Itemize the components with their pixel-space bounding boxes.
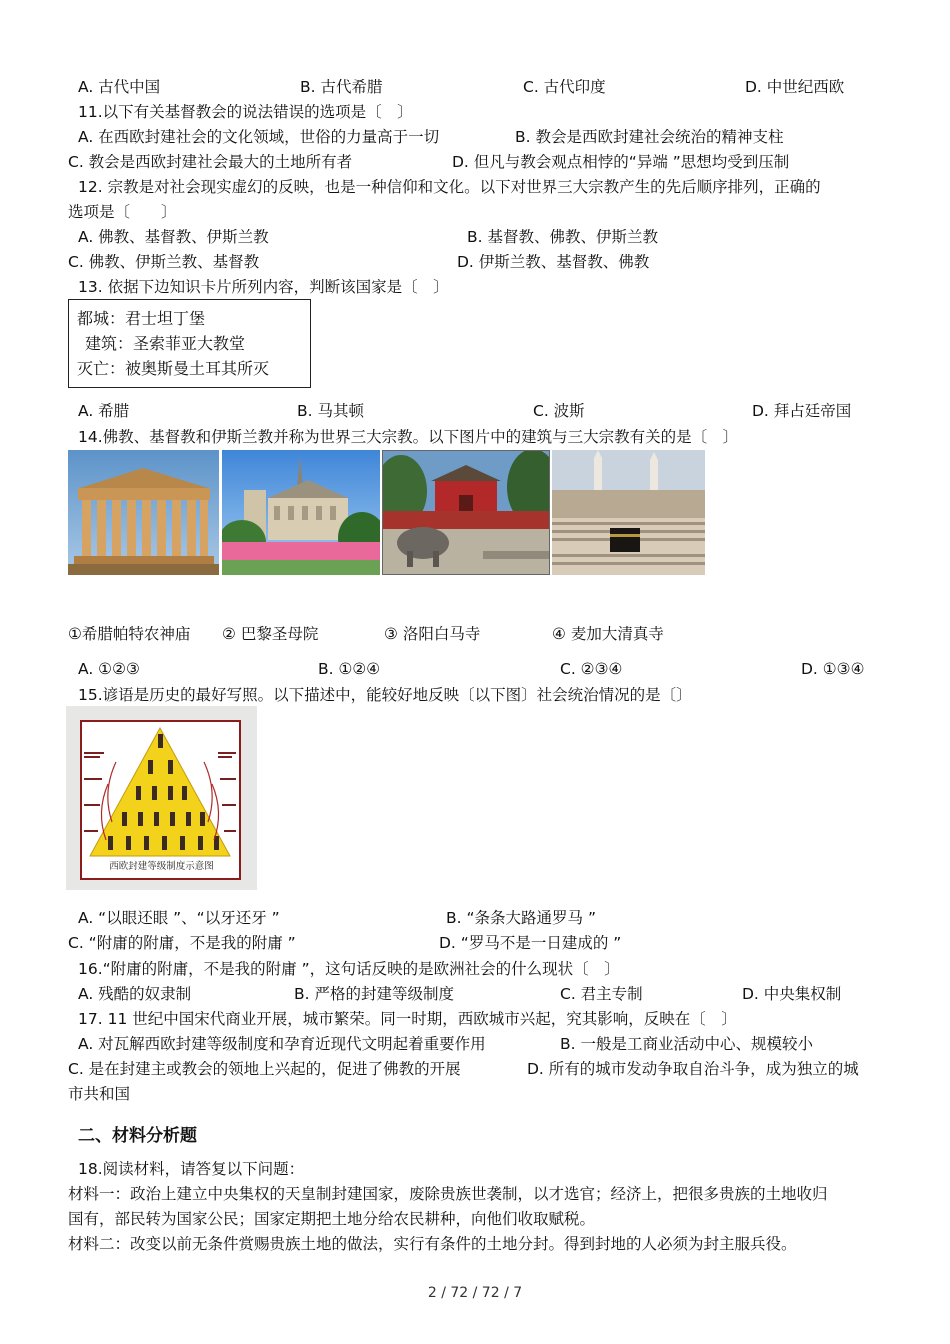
card-line-building: 建筑：圣索菲亚大教堂 — [85, 334, 246, 353]
q12-option-c: C. 佛教、伊斯兰教、基督教 — [68, 253, 260, 271]
q10-option-c: C. 古代印度 — [523, 78, 606, 96]
q11-stem: 11.以下有关基督教会的说法错误的选项是〔 〕 — [78, 103, 413, 121]
q14-option-b: B. ①②④ — [318, 660, 381, 678]
q17-stem: 17. 11 世纪中国宋代商业开展，城市繁荣。同一时期，西欧城市兴起，究其影响，反映在〔 〕 — [78, 1010, 737, 1028]
page-number: 2 / 72 / 72 / 7 — [427, 1285, 523, 1301]
section-heading: 二、材料分析题 — [78, 1126, 197, 1146]
q17-option-b: B. 一般是工商业活动中心、规模较小 — [560, 1035, 813, 1053]
q12-stem-cont: 选项是〔 〕 — [68, 203, 177, 221]
q17-option-d-cont: 市共和国 — [68, 1085, 131, 1103]
q16-option-d: D. 中央集权制 — [742, 985, 842, 1003]
q13-stem: 13. 依据下边知识卡片所列内容，判断该国家是〔 〕 — [78, 278, 449, 296]
card-line-capital: 都城：君士坦丁堡 — [77, 309, 206, 328]
caption-parthenon: ①希腊帕特农神庙 — [68, 625, 191, 643]
q17-option-c: C. 是在封建主或教会的领地上兴起的，促进了佛教的开展 — [68, 1060, 461, 1078]
notre-dame-photo — [222, 450, 380, 575]
q11-option-c: C. 教会是西欧封建社会最大的土地所有者 — [68, 153, 353, 171]
q12-option-a: A. 佛教、基督教、伊斯兰教 — [78, 228, 269, 246]
q16-option-a: A. 残酷的奴隶制 — [78, 985, 192, 1003]
q12-option-d: D. 伊斯兰教、基督教、佛教 — [457, 253, 650, 271]
q13-option-b: B. 马其顿 — [297, 402, 364, 420]
q18-stem: 18.阅读材料，请答复以下问题： — [78, 1160, 305, 1178]
q15-option-a: A. “以眼还眼 ”、“以牙还牙 ” — [78, 909, 280, 927]
q15-option-b: B. “条条大路通罗马 ” — [446, 909, 596, 927]
knowledge-card — [68, 299, 311, 388]
q13-option-c: C. 波斯 — [533, 402, 585, 420]
q10-option-a: A. 古代中国 — [78, 78, 161, 96]
q11-option-a: A. 在西欧封建社会的文化领域，世俗的力量高于一切 — [78, 128, 440, 146]
q14-option-a: A. ①②③ — [78, 660, 140, 678]
white-horse-temple-photo — [382, 450, 550, 575]
diagram-caption: 西欧封建等级制度示意图 — [109, 861, 214, 872]
card-line-fall: 灭亡：被奥斯曼土耳其所灭 — [77, 359, 270, 378]
q16-stem: 16.“附庸的附庸，不是我的附庸 ”，这句话反映的是欧洲社会的什么现状〔 〕 — [78, 960, 620, 978]
q13-option-a: A. 希腊 — [78, 402, 130, 420]
mecca-mosque-photo — [552, 450, 705, 575]
material-two: 材料二：改变以前无条件赏赐贵族土地的做法，实行有条件的土地分封。得到封地的人必须为封主服兵役。 — [68, 1235, 797, 1253]
q11-option-b: B. 教会是西欧封建社会统治的精神支柱 — [515, 128, 784, 146]
q14-stem: 14.佛教、基督教和伊斯兰教并称为世界三大宗教。以下图片中的建筑与三大宗教有关的是〔 〕 — [78, 428, 739, 446]
q14-option-c: C. ②③④ — [560, 660, 623, 678]
q12-option-b: B. 基督教、佛教、伊斯兰教 — [467, 228, 658, 246]
caption-white-horse-temple: ③ 洛阳白马寺 — [384, 625, 481, 643]
q15-stem: 15.谚语是历史的最好写照。以下描述中，能较好地反映〔以下图〕社会统治情况的是〔〕 — [78, 686, 692, 704]
q14-option-d: D. ①③④ — [801, 660, 865, 678]
q10-option-d: D. 中世纪西欧 — [745, 78, 845, 96]
feudal-hierarchy-diagram — [66, 706, 257, 890]
q17-option-d: D. 所有的城市发动争取自治斗争，成为独立的城 — [527, 1060, 859, 1078]
q12-stem: 12. 宗教是对社会现实虚幻的反映，也是一种信仰和文化。以下对世界三大宗教产生的先后顺序排列，正确的 — [78, 178, 821, 196]
q15-option-d: D. “罗马不是一日建成的 ” — [439, 934, 622, 952]
q10-option-b: B. 古代希腊 — [300, 78, 383, 96]
q11-option-d: D. 但凡与教会观点相悖的“异端 ”思想均受到压制 — [452, 153, 790, 171]
parthenon-photo — [68, 450, 219, 575]
q15-option-c: C. “附庸的附庸，不是我的附庸 ” — [68, 934, 296, 952]
caption-mecca: ④ 麦加大清真寺 — [552, 625, 664, 643]
q17-option-a: A. 对瓦解西欧封建等级制度和孕育近现代文明起着重要作用 — [78, 1035, 486, 1053]
caption-notre-dame: ② 巴黎圣母院 — [222, 625, 319, 643]
material-one: 材料一：政治上建立中央集权的天皇制封建国家，废除贵族世袭制，以才选官；经济上，把很多贵族的土地收归 — [68, 1185, 828, 1203]
material-one-cont: 国有，部民转为国家公民；国家定期把土地分给农民耕种，向他们收取赋税。 — [68, 1210, 596, 1228]
q16-option-b: B. 严格的封建等级制度 — [294, 985, 454, 1003]
q13-option-d: D. 拜占廷帝国 — [752, 402, 852, 420]
q16-option-c: C. 君主专制 — [560, 985, 643, 1003]
